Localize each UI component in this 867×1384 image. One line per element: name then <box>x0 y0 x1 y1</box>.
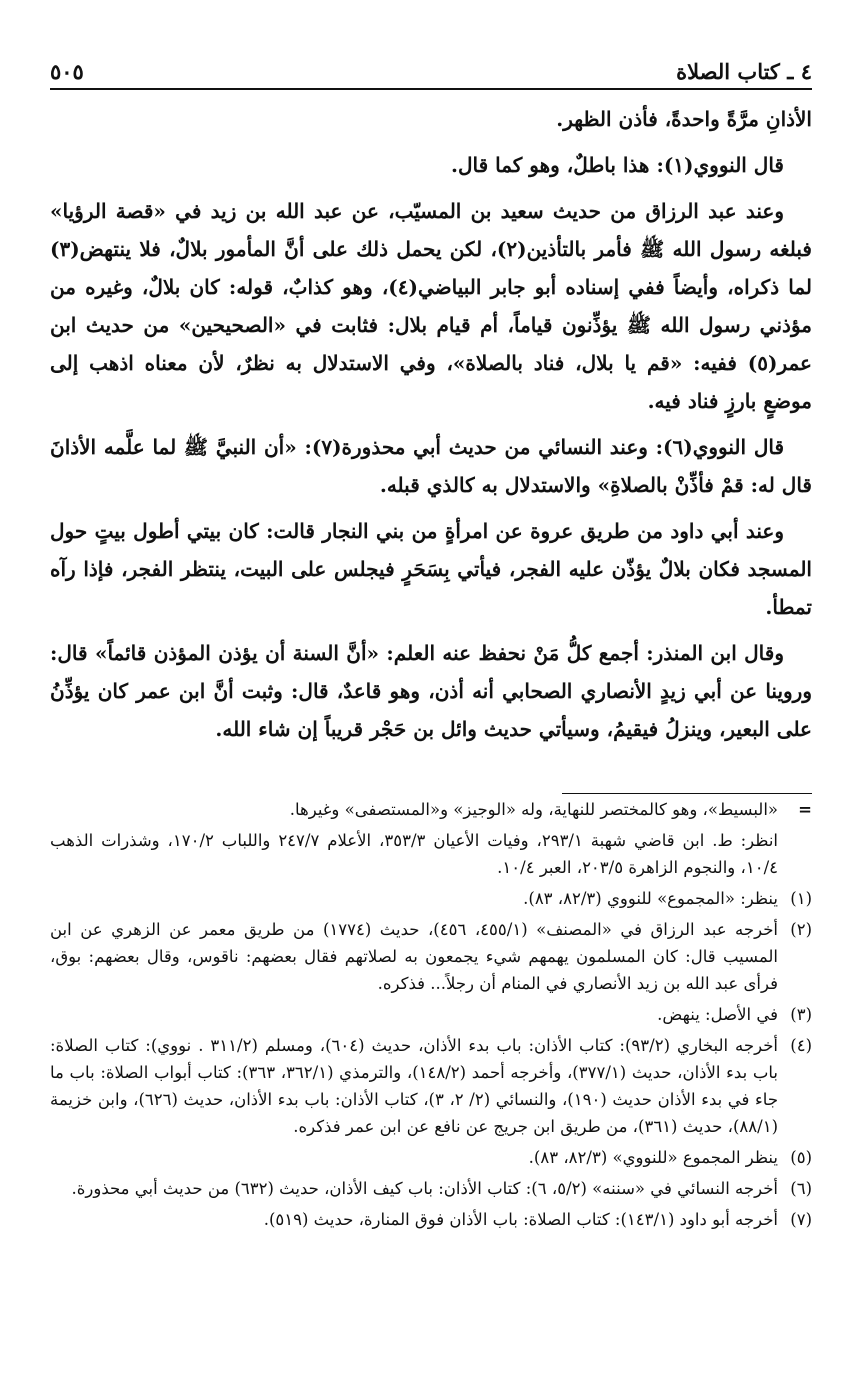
paragraph: وعند أبي داود من طريق عروة عن امرأةٍ من بني النجار قالت: كان بيتي أطول بيتٍ حول المسجد فكان بلالٌ يؤذّن عليه الفجر، فيأتي بِسَحَرٍ فيجلس على البيت، ينتظر الفجر، فإذا رآه تمطأ. <box>50 519 812 619</box>
footnote-text: أخرجه أبو داود (١٤٣/١): كتاب الصلاة: باب الأذان فوق المنارة، حديث (٥١٩). <box>263 1210 778 1229</box>
footnote-text: «البسيط»، وهو كالمختصر للنهاية، وله «الوجيز» و«المستصفى» وغيرها. <box>289 800 778 819</box>
page-header <box>50 44 812 84</box>
paragraph: قال النووي(١): هذا باطلٌ، وهو كما قال. <box>450 153 784 177</box>
paragraph: الأذانِ مرَّةً واحدةً، فأذن الظهر. <box>556 107 812 131</box>
footnote-number: (١) <box>790 889 812 908</box>
chapter-title: ٤ ـ كتاب الصلاة <box>676 59 812 84</box>
footnotes <box>50 796 812 1237</box>
footnote-text: ينظر: «المجموع» للنووي (٨٢/٣، ٨٣). <box>523 889 778 908</box>
footnote-number: (٧) <box>790 1210 812 1229</box>
footnote-text: ينظر المجموع «للنووي» (٨٢/٣، ٨٣). <box>528 1148 778 1167</box>
footnote-text: أخرجه النسائي في «سننه» (٥/٢، ٦): كتاب الأذان: باب كيف الأذان، حديث (٦٣٢) من حديث أبي محذورة. <box>71 1179 778 1198</box>
footnote-number: (٢) <box>790 920 812 939</box>
footnote-number: (٤) <box>790 1036 812 1055</box>
footnote-divider <box>562 793 812 794</box>
footnote-text: انظر: ط. ابن قاضي شهبة ٢٩٣/١، وفيات الأعيان ٣٥٣/٣، الأعلام ٢٤٧/٧ واللباب ١٧٠/٢، وشذرات الذهب ١٠/٤، والنجوم الزاهرة ٢٠٣/٥، العبر ١٠/٤. <box>50 831 778 877</box>
footnote <box>50 1032 812 1140</box>
footnote <box>50 796 812 823</box>
footnote <box>50 827 812 881</box>
footnote-text: أخرجه البخاري (٩٣/٢): كتاب الأذان: باب بدء الأذان، حديث (٦٠٤)، ومسلم (٣١١/٢ . نووي): كتاب الصلاة: باب بدء الأذان، حديث (٣٧٧/١)، وأخرجه أحمد (١٤٨/٢)، والترمذي (٣٦٢/١، ٣٦٣): كتاب أبواب الصلاة: باب ما جاء في بدء الأذان حديث (١٩٠)، والنسائي (٢/ ٢، ٣)، كتاب الأذان: باب بدء الأذان، حديث (٦٢٦)، وابن خزيمة (٨٨/١)، حديث (٣٦١)، من طريق ابن جريج عن نافع عن ابن عمر فذكره. <box>50 1036 779 1136</box>
footnote-number: (٥) <box>790 1148 812 1167</box>
footnote <box>50 1144 812 1171</box>
footnote-text: في الأصل: ينهض. <box>657 1005 778 1024</box>
footnote-number <box>778 827 812 881</box>
footnote <box>50 1001 812 1028</box>
footnote-number: = <box>798 800 812 819</box>
footnote <box>50 885 812 912</box>
footnote <box>50 916 812 997</box>
footnote <box>50 1206 812 1233</box>
footnote <box>50 1175 812 1202</box>
footnote-text: أخرجه عبد الرزاق في «المصنف» (٤٥٥/١، ٤٥٦)، حديث (١٧٧٤) من طريق معمر عن الزهري عن ابن المسيب قال: كان المسلمون يهمهم شيء يجمعون به لصلاتهم فقال بعضهم: ناقوس، وقال بعضهم: بوق، فرأى عبد الله بن زيد الأنصاري في المنام أن رجلاً... فذكره. <box>50 920 778 993</box>
header-divider <box>50 88 812 90</box>
main-text <box>50 100 812 756</box>
footnote-number: (٦) <box>790 1179 812 1198</box>
page-number: ٥٠٥ <box>50 59 84 84</box>
footnote-number: (٣) <box>790 1005 812 1024</box>
paragraph: قال النووي(٦): وعند النسائي من حديث أبي محذورة(٧): «أن النبيَّ ﷺ لما علَّمه الأذانَ قال له: قمْ فأذِّنْ بالصلاةِ» والاستدلال به كالذي قبله. <box>50 435 812 497</box>
paragraph: وقال ابن المنذر: أجمع كلُّ مَنْ نحفظ عنه العلم: «أنَّ السنة أن يؤذن المؤذن قائماً» قال: وروينا عن أبي زيدٍ الأنصاري الصحابي أنه أذن، وهو قاعدٌ، قال: وثبت أنَّ ابن عمر كان يؤذِّنُ على البعير، وينزلُ فيقيمُ، وسيأتي حديث وائل بن حَجْر قريباً إن شاء الله. <box>50 641 812 741</box>
paragraph: وعند عبد الرزاق من حديث سعيد بن المسيّب، عن عبد الله بن زيد في «قصة الرؤيا» فبلغه رسول الله ﷺ فأمر بالتأذين(٢)، لكن يحمل ذلك على أنَّ المأمور بلالٌ، فلا ينتهض(٣) لما ذكراه، وأيضاً ففي إسناده أبو جابر البياضي(٤)، وهو كذابٌ، قوله: كان بلالٌ، وغيره من مؤذني رسول الله ﷺ يؤذِّنون قياماً، أم قيام بلال: فثابت في «الصحيحين» من حديث ابن عمر(٥) ففيه: «قم يا بلال، فناد بالصلاة»، وفي الاستدلال به نظرٌ، لأن معناه اذهب إلى موضعٍ بارزٍ فناد فيه. <box>50 199 812 413</box>
